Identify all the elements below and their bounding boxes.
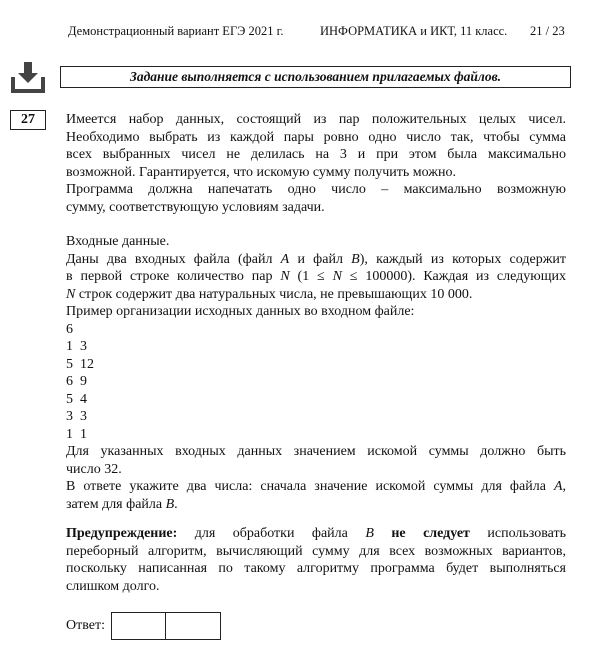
warning-line-3: поскольку написанная по такому алгоритму программа будет выполняться: [66, 561, 566, 576]
program-line: сумму, соответствующую условиям задачи.: [66, 199, 325, 215]
sample-row: 5 12: [66, 356, 94, 372]
example-heading: Пример организации исходных данных во входном файле:: [66, 304, 415, 319]
answer-instructions-2: затем для файла B.: [66, 496, 178, 512]
answer-row: [66, 612, 221, 640]
input-line-2: в первой строке количество пар N (1 ≤ N ≤ 100000). Каждая из следующих: [66, 269, 566, 284]
header-page-number: 21 / 23: [530, 24, 565, 38]
result-line-1: Для указанных входных данных значением искомой суммы должно быть: [66, 444, 566, 459]
intro-line: Необходимо выбрать из каждой пары ровно одно число так, чтобы сумма: [66, 129, 566, 145]
header-exam-title: Демонстрационный вариант ЕГЭ 2021 г.: [68, 24, 284, 38]
sample-row: 5 4: [66, 391, 87, 407]
input-section: [66, 233, 566, 513]
answer-cell-file-b[interactable]: [166, 612, 221, 640]
warning-label: Предупреждение:: [66, 526, 178, 541]
intro-line: возможной. Гарантируется, что искомую сумму получить можно.: [66, 164, 456, 180]
result-line-2: число 32.: [66, 461, 122, 477]
sample-row: 6 9: [66, 374, 87, 389]
header-subject: ИНФОРМАТИКА и ИКТ, 11 класс.: [320, 24, 508, 38]
intro-line: всех выбранных чисел не делилась на 3 и при этом была максимально: [66, 147, 566, 162]
input-heading: Входные данные.: [66, 234, 170, 249]
answer-label: Ответ:: [66, 618, 105, 633]
input-line-3: N строк содержит два натуральных числа, не превышающих 10 000.: [66, 286, 473, 302]
sample-row: 1 1: [66, 426, 87, 442]
attached-files-banner: Задание выполняется с использованием прилагаемых файлов.: [60, 66, 571, 88]
sample-row: 1 3: [66, 339, 87, 354]
warning-line-1: Предупреждение: для обработки файла B не следует использовать: [66, 526, 567, 541]
sample-input: [66, 321, 566, 444]
program-line: Программа должна напечатать одно число – максимально возможную: [66, 182, 566, 197]
intro-line: Имеется набор данных, состоящий из пар положительных целых чисел.: [66, 112, 566, 127]
answer-instructions-1: В ответе укажите два числа: сначала значение искомой суммы для файла A,: [66, 479, 566, 494]
sample-row: 6: [66, 321, 73, 337]
answer-cell-file-a[interactable]: [111, 612, 166, 640]
task-intro: [66, 111, 566, 216]
warning-line-4: слишком долго.: [66, 578, 160, 594]
warning-section: [66, 525, 566, 595]
input-line-1: Даны два входных файла (файл A и файл B), каждый из которых содержит: [66, 251, 566, 267]
download-tray-icon: [10, 60, 46, 94]
task-number-badge: 27: [10, 110, 46, 130]
sample-row: 3 3: [66, 409, 87, 424]
warning-line-2: переборный алгоритм, вычисляющий сумму для всех возможных вариантов,: [66, 543, 566, 559]
